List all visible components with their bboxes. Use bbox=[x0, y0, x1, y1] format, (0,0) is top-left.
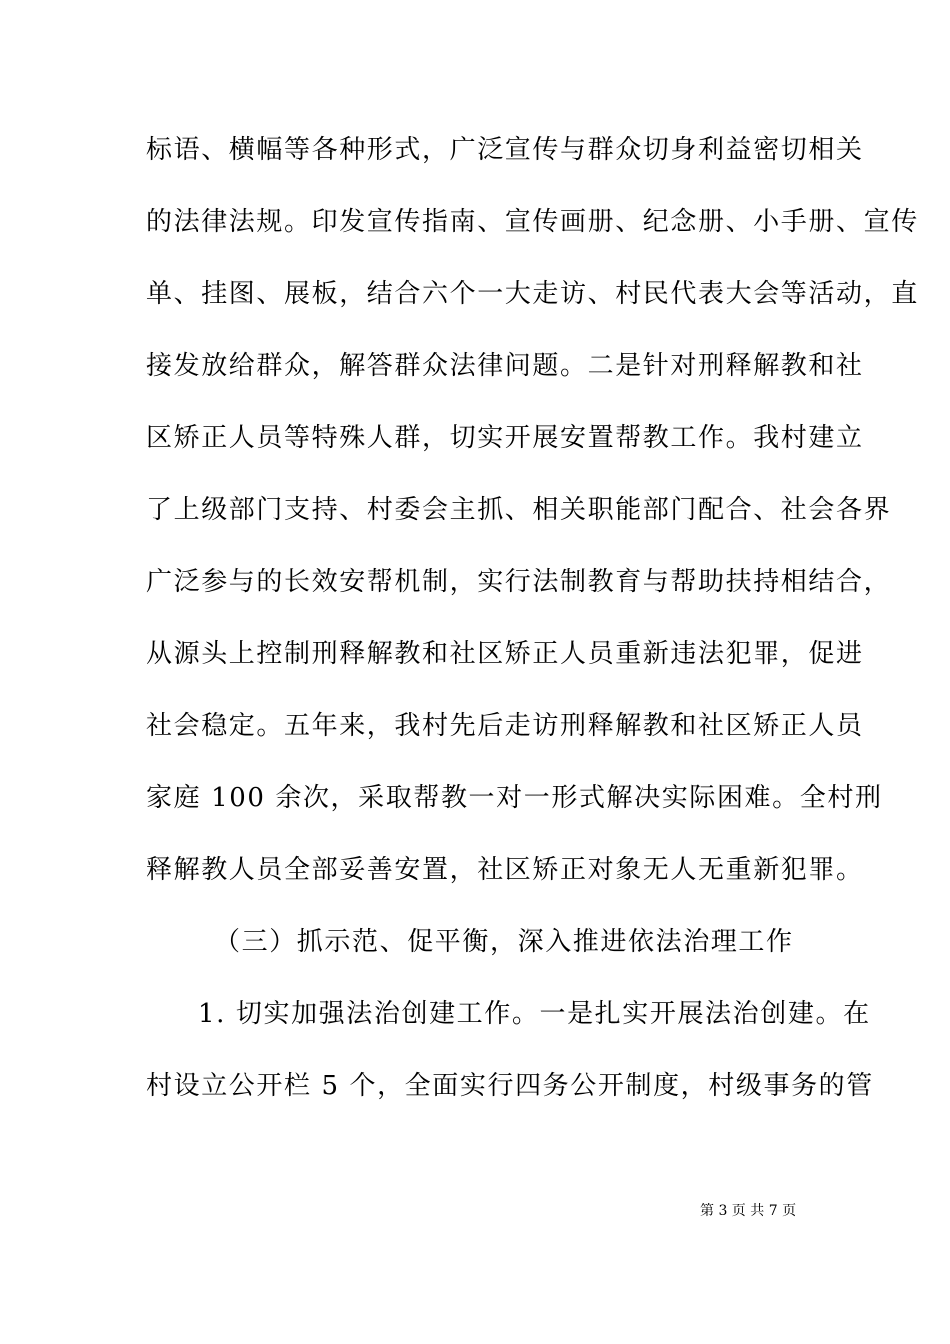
body-text-line: 广泛参与的长效安帮机制，实行法制教育与帮助扶持相结合， bbox=[146, 567, 892, 597]
body-text-line: 家庭 100 余次，采取帮教一对一形式解决实际困难。全村刑 bbox=[146, 783, 883, 813]
body-text-line: 从源头上控制刑释解教和社区矫正人员重新违法犯罪，促进 bbox=[146, 639, 864, 669]
body-text-line: 区矫正人员等特殊人群，切实开展安置帮教工作。我村建立 bbox=[146, 423, 864, 453]
body-text-line: 1. 切实加强法治创建工作。一是扎实开展法治创建。在 bbox=[198, 999, 871, 1029]
section-heading: （三）抓示范、促平衡，深入推进依法治理工作 bbox=[214, 927, 794, 957]
body-text-line: 接发放给群众，解答群众法律问题。二是针对刑释解教和社 bbox=[146, 351, 864, 381]
page-number-footer: 第 3 页 共 7 页 bbox=[700, 1203, 797, 1219]
body-text-line: 的法律法规。印发宣传指南、宣传画册、纪念册、小手册、宣传 bbox=[146, 207, 919, 237]
body-text-line: 了上级部门支持、村委会主抓、相关职能部门配合、社会各界 bbox=[146, 495, 892, 525]
body-text-line: 社会稳定。五年来，我村先后走访刑释解教和社区矫正人员 bbox=[146, 711, 864, 741]
body-text-line: 村设立公开栏 5 个，全面实行四务公开制度，村级事务的管 bbox=[146, 1071, 874, 1101]
body-text-line: 标语、横幅等各种形式，广泛宣传与群众切身利益密切相关 bbox=[146, 135, 864, 165]
body-text-line: 释解教人员全部妥善安置，社区矫正对象无人无重新犯罪。 bbox=[146, 855, 864, 885]
body-text-line: 单、挂图、展板，结合六个一大走访、村民代表大会等活动，直 bbox=[146, 279, 919, 309]
